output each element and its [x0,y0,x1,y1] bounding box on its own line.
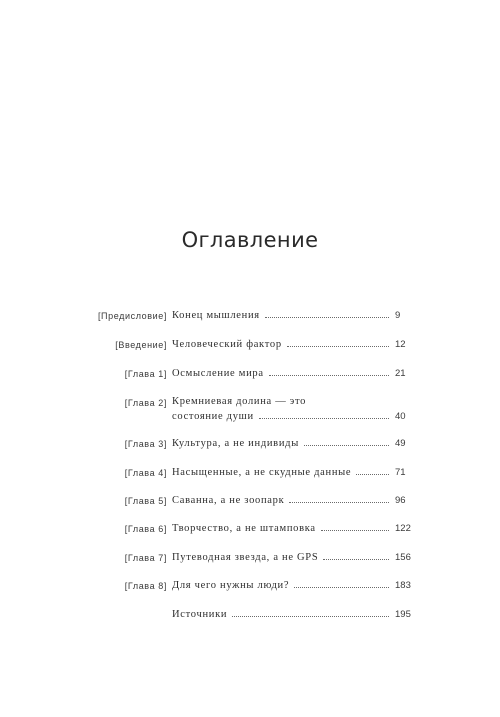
toc-entry-line [172,607,391,622]
toc-entry-chapter-7 [0,552,500,572]
toc-entry-line [172,409,391,424]
dot-leader [269,374,389,376]
toc-label: [Введение] [115,340,167,350]
toc-entry-line [172,436,391,451]
dot-leader [289,501,389,503]
toc-label: [Предисловие] [97,311,167,321]
toc-page-number: 40 [395,411,406,422]
dot-leader [259,417,389,419]
toc-entry-line [172,550,391,565]
toc-entry-title: Саванна, а не зоопарк [172,495,285,506]
toc-entry-chapter-6 [0,523,500,543]
toc-page-number: 96 [395,495,406,506]
dot-leader [287,345,389,347]
dot-leader [323,558,389,560]
toc-entry-line [172,465,391,480]
toc-entry-title-block [172,465,391,480]
toc-label: [Глава 5] [124,496,167,506]
toc-entry-title-block [172,337,391,352]
toc-entry-line [172,366,391,381]
toc-entry-chapter-4 [0,467,500,487]
toc-page-number: 21 [395,368,406,379]
toc-label: [Глава 4] [124,468,167,478]
toc-entry-title-block [172,308,391,323]
toc-label: [Глава 3] [124,439,167,449]
page-title: Оглавление [181,228,319,252]
dot-leader [304,444,389,446]
toc-page-number: 183 [395,580,411,591]
toc-label: [Глава 1] [124,369,167,379]
toc-entry-title-block [172,607,391,622]
toc-entry-preface [0,310,500,330]
toc-entry-line [172,493,391,508]
toc-entry-title: Конец мышления [172,310,260,321]
toc-entry-line [172,308,391,323]
toc-entry-title: Насыщенные, а не скудные данные [172,467,352,478]
toc-entry-title-block [172,493,391,508]
toc-page-number: 156 [395,552,411,563]
toc-entry-title-block [172,578,391,593]
toc-entry-line [172,337,391,352]
dot-leader [321,529,389,531]
toc-entry-title: Для чего нужны люди? [172,580,290,591]
toc-page-number: 12 [395,339,406,350]
toc-page-number: 122 [395,523,411,534]
toc-entry-title-block [172,550,391,565]
toc-entry-chapter-8 [0,580,500,600]
toc-label: [Глава 2] [124,398,167,408]
toc-entry-title: Осмысление мира [172,368,264,379]
toc-entry-introduction [0,339,500,359]
toc-entry-title: состояние души [172,411,254,422]
toc-entry-title: Культура, а не индивиды [172,438,299,449]
toc-entry-line [172,521,391,536]
toc-entry-title: Путеводная звезда, а не GPS [172,552,319,563]
toc-entry-title: Источники [172,609,228,620]
toc-entry-chapter-2 [0,396,500,422]
toc-page-number: 9 [395,310,401,321]
dot-leader [265,316,389,318]
toc-page-number: 49 [395,438,406,449]
toc-label: [Глава 6] [124,524,167,534]
toc-entry-chapter-3 [0,438,500,458]
toc-entry-line [172,394,391,409]
toc-entry-title-line1: Кремниевая долина — это [172,396,307,407]
toc-entry-line [172,578,391,593]
toc-entry-title-block [172,436,391,451]
dot-leader [232,615,389,617]
toc-entry-title: Творчество, а не штамповка [172,523,316,534]
toc-entry-chapter-1 [0,368,500,388]
toc-label: [Глава 7] [124,553,167,563]
toc-entry-title-block [172,394,391,424]
toc-entry-chapter-5 [0,495,500,515]
toc-entry-title-block [172,521,391,536]
toc-entry-sources [0,609,500,629]
dot-leader [356,473,389,475]
toc-page-number: 71 [395,467,406,478]
toc-page-number: 195 [395,609,411,620]
toc-entry-title-block [172,366,391,381]
toc-entry-title: Человеческий фактор [172,339,282,350]
dot-leader [294,586,389,588]
toc-label: [Глава 8] [124,581,167,591]
